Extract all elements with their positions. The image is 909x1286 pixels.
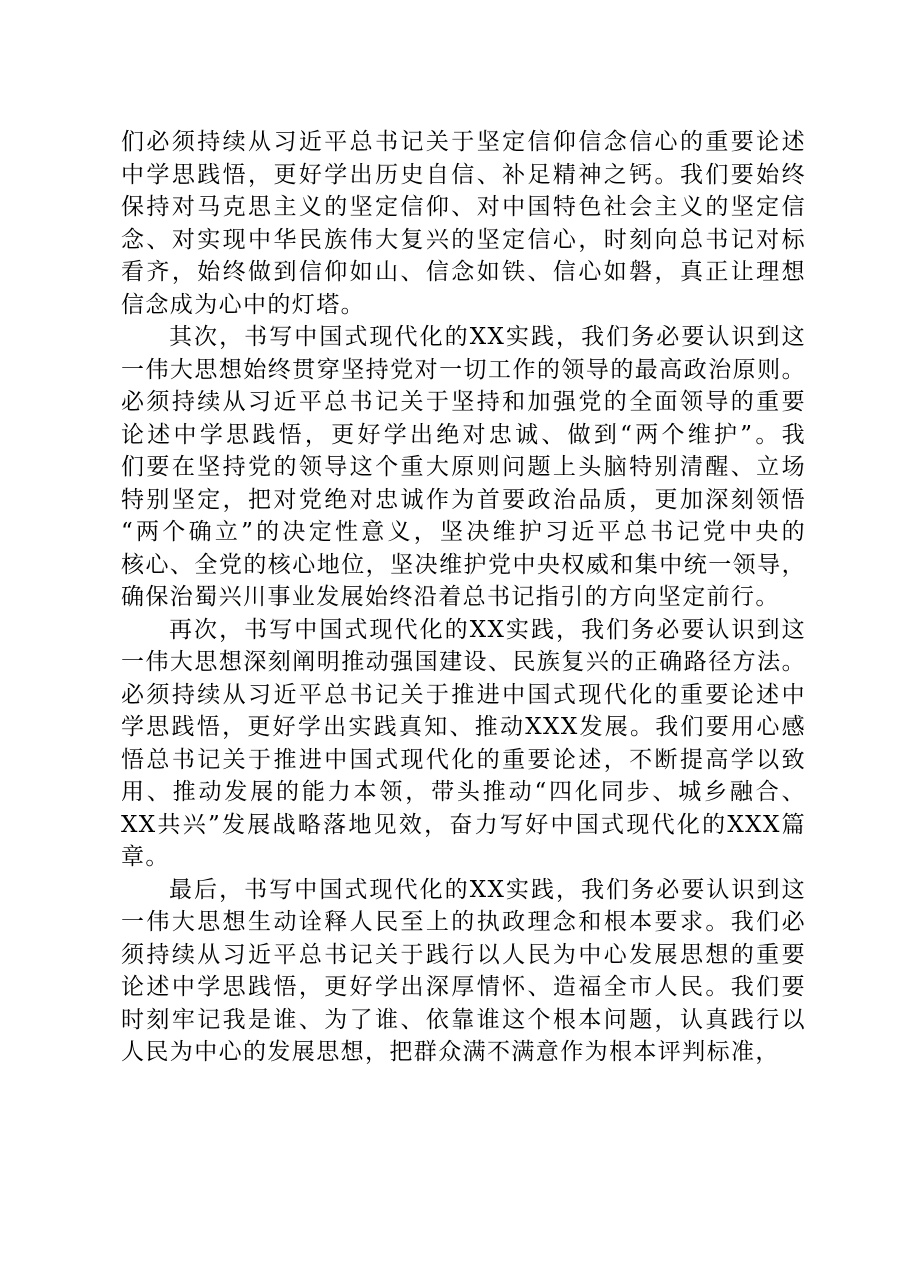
text-line: 最后，书写中国式现代化的XX实践，我们务必要认识到这 — [169, 876, 806, 903]
paragraph-1 — [121, 126, 806, 321]
text-line: 必须持续从习近平总书记关于推进中国式现代化的重要论述中 — [121, 681, 806, 708]
text-line: 念、对实现中华民族伟大复兴的坚定信心，时刻向总书记对标 — [121, 226, 806, 253]
text-line: 学思践悟，更好学出实践真知、推动XXX发展。我们要用心感 — [121, 714, 806, 740]
text-line: 核心、全党的核心地位，坚决维护党中央权威和集中统一领导， — [121, 551, 806, 578]
paragraph-4 — [121, 874, 806, 1069]
text-line: 特别坚定，把对党绝对忠诚作为首要政治品质，更加深刻领悟 — [121, 486, 806, 513]
text-line: 一伟大思想始终贯穿坚持党对一切工作的领导的最高政治原则。 — [121, 356, 806, 383]
paragraph-2 — [121, 321, 806, 614]
text-line: XX共兴”发展战略落地见效，奋力写好中国式现代化的XXX篇 — [121, 811, 806, 838]
paragraph-3 — [121, 614, 806, 874]
text-line: 们要在坚持党的领导这个重大原则问题上头脑特别清醒、立场 — [121, 454, 806, 480]
text-line: 章。 — [121, 844, 170, 870]
text-line: 其次，书写中国式现代化的XX实践，我们务必要认识到这 — [169, 324, 806, 350]
text-line: 一伟大思想深刻阐明推动强国建设、民族复兴的正确路径方法。 — [121, 649, 806, 675]
text-line: 再次，书写中国式现代化的XX实践，我们务必要认识到这 — [169, 616, 806, 643]
body-text — [121, 126, 806, 1069]
text-line: 人民为中心的发展思想，把群众满不满意作为根本评判标准， — [121, 1039, 780, 1065]
text-line: 时刻牢记我是谁、为了谁、依靠谁这个根本问题，认真践行以 — [121, 1006, 806, 1033]
text-line: 用、推动发展的能力本领，带头推动“四化同步、城乡融合、 — [121, 779, 806, 805]
text-line: 必须持续从习近平总书记关于坚持和加强党的全面领导的重要 — [121, 389, 806, 415]
text-line: 们必须持续从习近平总书记关于坚定信仰信念信心的重要论述 — [121, 129, 806, 155]
text-line: 中学思践悟，更好学出历史自信、补足精神之钙。我们要始终 — [121, 161, 806, 188]
text-line: 一伟大思想生动诠释人民至上的执政理念和根本要求。我们必 — [121, 909, 806, 935]
text-line: 信念成为心中的灯塔。 — [121, 291, 365, 318]
text-line: 须持续从习近平总书记关于践行以人民为中心发展思想的重要 — [121, 941, 806, 968]
text-line: 论述中学思践悟，更好学出绝对忠诚、做到“两个维护”。我 — [121, 421, 806, 448]
text-line: “两个确立”的决定性意义，坚决维护习近平总书记党中央的 — [121, 519, 806, 545]
text-line: 看齐，始终做到信仰如山、信念如铁、信心如磐，真正让理想 — [121, 259, 806, 285]
text-line: 确保治蜀兴川事业发展始终沿着总书记指引的方向坚定前行。 — [121, 584, 780, 610]
text-line: 悟总书记关于推进中国式现代化的重要论述，不断提高学以致 — [121, 746, 806, 773]
text-line: 保持对马克思主义的坚定信仰、对中国特色社会主义的坚定信 — [121, 194, 806, 220]
text-line: 论述中学思践悟，更好学出深厚情怀、造福全市人民。我们要 — [121, 974, 806, 1000]
